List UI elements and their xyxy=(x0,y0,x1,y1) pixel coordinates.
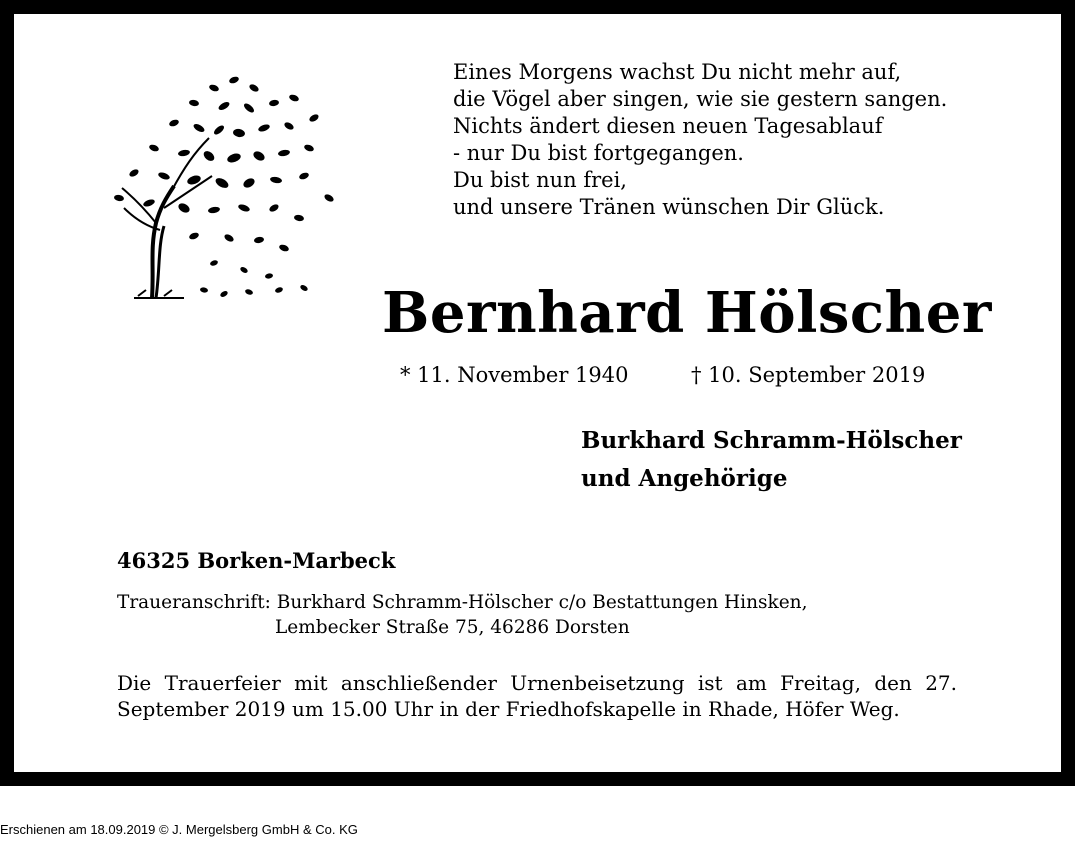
death-date: † 10. September 2019 xyxy=(691,363,926,387)
poem-line: und unsere Tränen wünschen Dir Glück. xyxy=(453,195,885,219)
city-location: 46325 Borken-Marbeck xyxy=(117,548,396,573)
family-line-2: und Angehörige xyxy=(581,465,788,492)
family-line-1: Burkhard Schramm-Hölscher xyxy=(581,427,962,454)
birth-date: * 11. November 1940 xyxy=(400,363,629,387)
ceremony-notice: Die Trauerfeier mit anschließender Urnenbeisetzung ist am Freitag, den 27. September 2019 um 15.00 Uhr in der Friedhofskapelle in Rhade, Höfer Weg. xyxy=(117,671,957,721)
deceased-name: Bernhard Hölscher xyxy=(382,280,992,346)
address-line-2: Lembecker Straße 75, 46286 Dorsten xyxy=(275,617,630,638)
windblown-tree-icon xyxy=(94,58,344,303)
address-line-1: Traueranschrift: Burkhard Schramm-Hölscher c/o Bestattungen Hinsken, xyxy=(117,592,808,613)
poem-line: die Vögel aber singen, wie sie gestern sangen. xyxy=(453,87,948,111)
mourning-address xyxy=(117,590,807,640)
obituary-card xyxy=(14,14,1061,772)
publication-footer: Erschienen am 18.09.2019 © J. Mergelsberg GmbH & Co. KG xyxy=(0,822,358,837)
family-signature xyxy=(581,422,962,498)
poem-line: Nichts ändert diesen neuen Tagesablauf xyxy=(453,114,883,138)
poem-line: Eines Morgens wachst Du nicht mehr auf, xyxy=(453,60,902,84)
poem-line: - nur Du bist fortgegangen. xyxy=(453,141,744,165)
poem-line: Du bist nun frei, xyxy=(453,168,627,192)
poem xyxy=(453,59,947,221)
